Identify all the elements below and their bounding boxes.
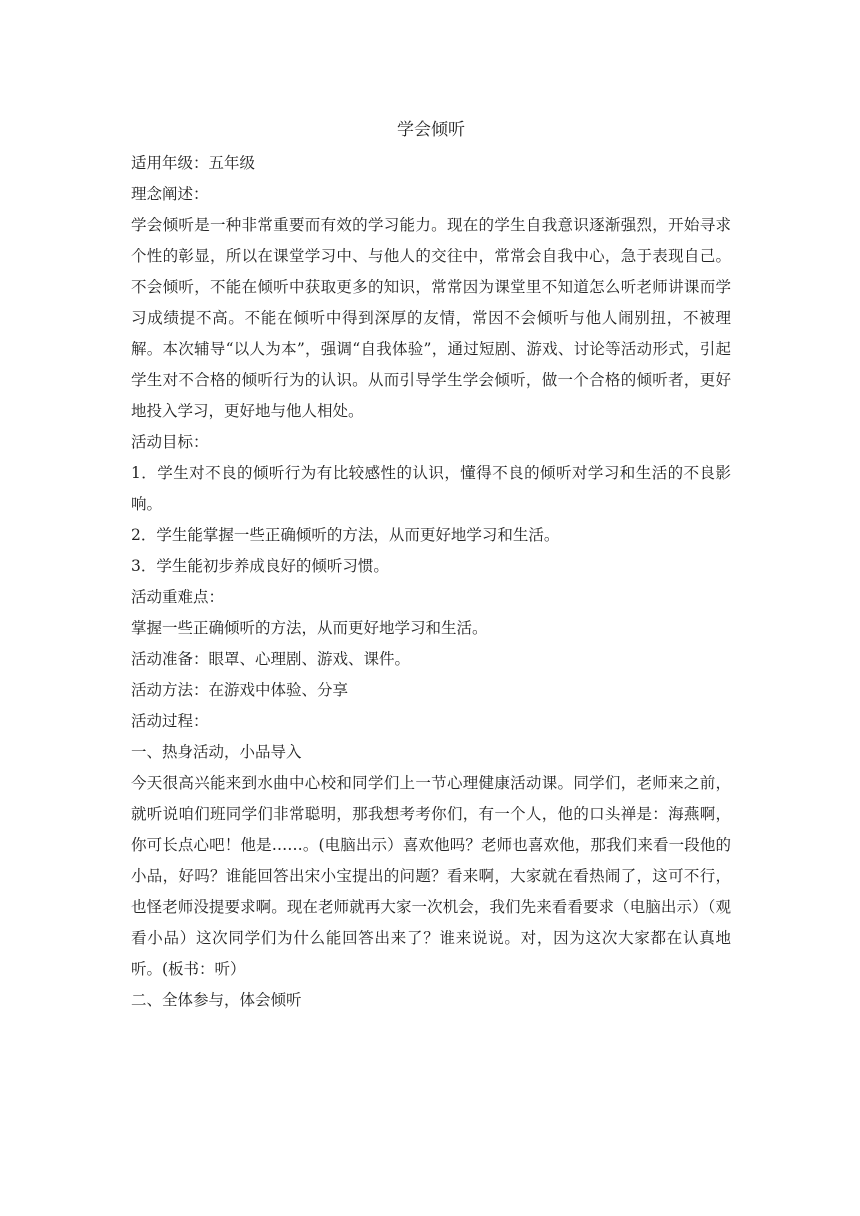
goal-item-3: 3．学生能初步养成良好的倾听习惯。 [131, 557, 389, 575]
document-body [131, 112, 731, 1016]
concept-heading: 理念阐述： [131, 185, 209, 203]
document-title: 学会倾听 [397, 120, 465, 140]
grade-line: 适用年级：五年级 [131, 154, 256, 172]
method-line: 活动方法：在游戏中体验、分享 [131, 681, 349, 699]
section-1-paragraph: 今天很高兴能来到水曲中心校和同学们上一节心理健康活动课。同学们，老师来之前，就听说咱们班同学们非常聪明，那我想考考你们，有一个人，他的口头禅是：海燕啊，你可长点心吧！他是……。(电脑出示）喜欢他吗？老师也喜欢他，那我们来看一段他的小品，好吗？谁能回答出宋小宝提出的问题？看来啊，大家就在看热闹了，这可不行，也怪老师没提要求啊。现在老师就再大家一次机会，我们先来看看要求（电脑出示）（观看小品）这次同学们为什么能回答出来了？谁来说说。对，因为这次大家都在认真地听。(板书：听） [131, 774, 731, 978]
goal-item-1: 1．学生对不良的倾听行为有比较感性的认识，懂得不良的倾听对学习和生活的不良影响。 [131, 464, 731, 513]
preparation-line: 活动准备：眼罩、心理剧、游戏、课件。 [131, 650, 411, 668]
section-1-heading: 一、热身活动，小品导入 [131, 743, 302, 761]
key-points-text: 掌握一些正确倾听的方法，从而更好地学习和生活。 [131, 619, 488, 637]
goals-heading: 活动目标： [131, 433, 209, 451]
goal-item-2: 2．学生能掌握一些正确倾听的方法，从而更好地学习和生活。 [131, 526, 560, 544]
concept-paragraph: 学会倾听是一种非常重要而有效的学习能力。现在的学生自我意识逐渐强烈，开始寻求个性的彰显，所以在课堂学习中、与他人的交往中，常常会自我中心，急于表现自己。不会倾听，不能在倾听中获取更多的知识，常常因为课堂里不知道怎么听老师讲课而学习成绩提不高。不能在倾听中得到深厚的友情，常因不会倾听与他人闹别扭，不被理解。本次辅导“以人为本”，强调“自我体验”，通过短剧、游戏、讨论等活动形式，引起学生对不合格的倾听行为的认识。从而引导学生学会倾听，做一个合格的倾听者，更好地投入学习，更好地与他人相处。 [131, 216, 731, 420]
process-heading: 活动过程： [131, 712, 209, 730]
key-points-heading: 活动重难点： [131, 588, 225, 606]
section-2-heading: 二、全体参与，体会倾听 [131, 991, 302, 1009]
